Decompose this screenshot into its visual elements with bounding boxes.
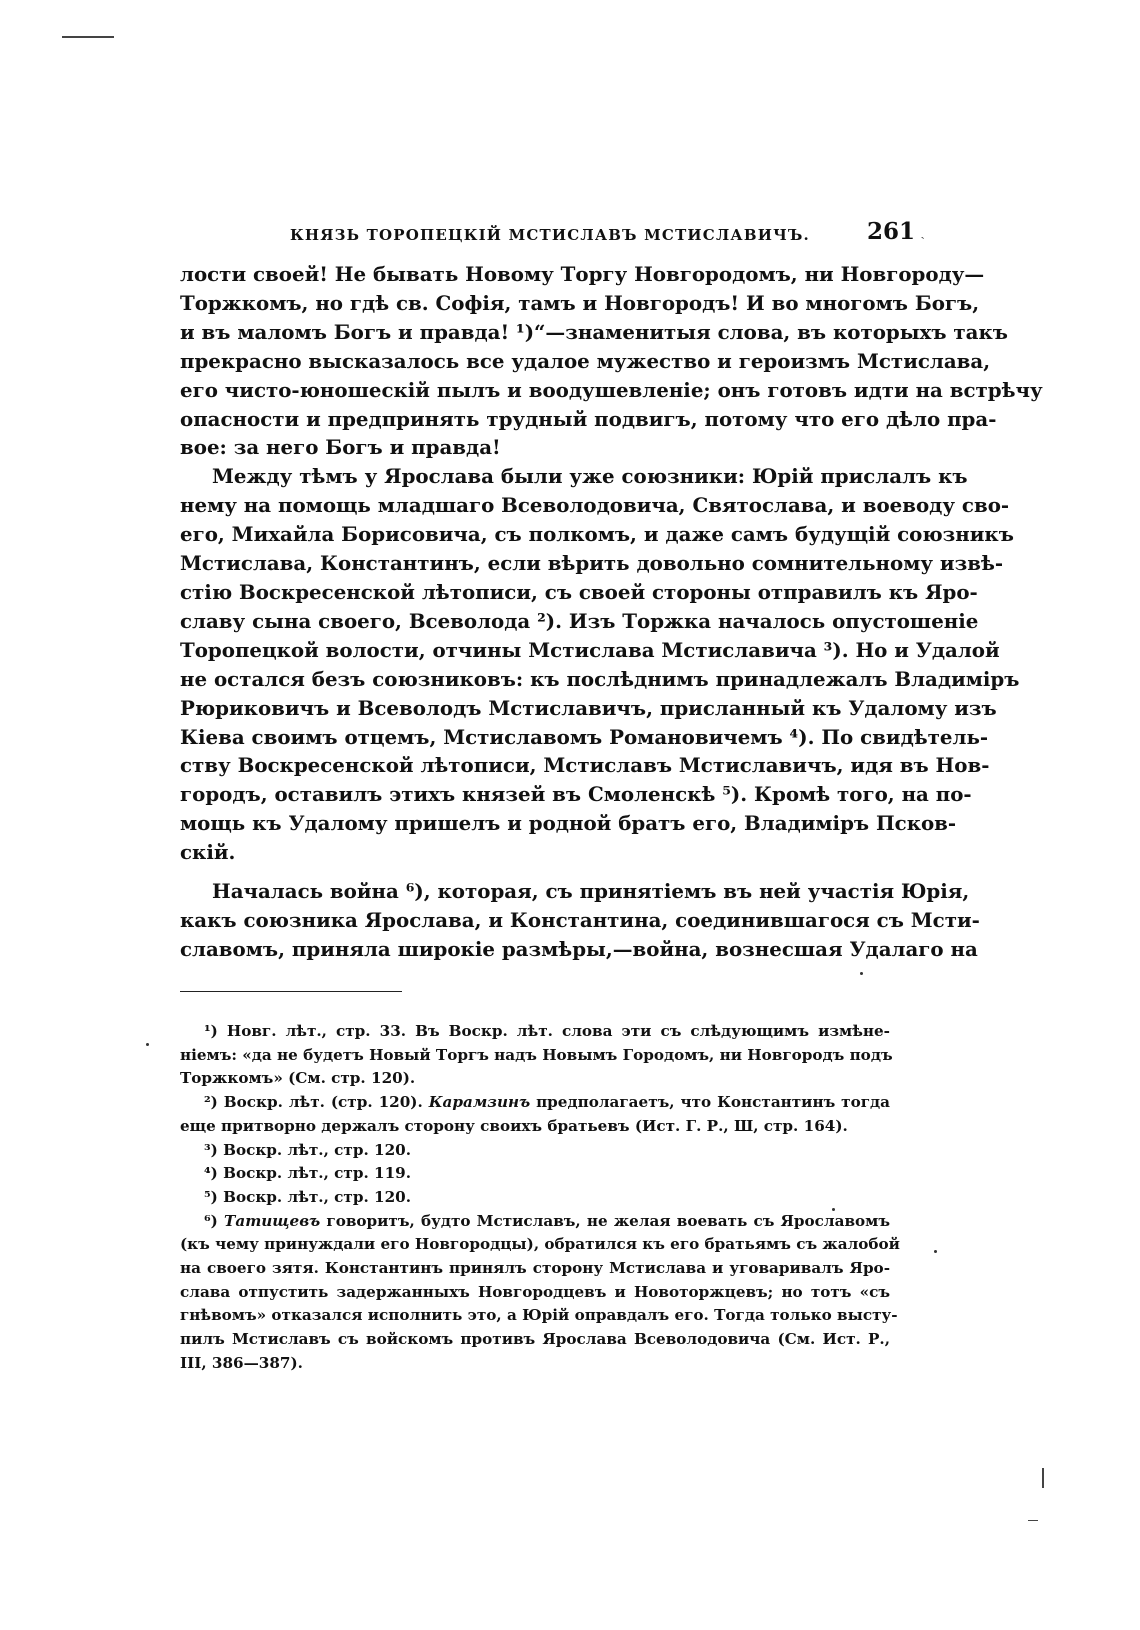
footnote-line: слава отпустить задержанныхъ Новгородцевъ и Новоторжцевъ; но тотъ «съ — [180, 1282, 890, 1301]
text-line: лости своей! Не бывать Новому Торгу Новгородомъ, ни Новгороду— — [180, 262, 985, 286]
footnote-line: (къ чему принуждали его Новгородцы), обратился къ его братьямъ съ жалобой — [180, 1235, 900, 1254]
text-line: вое: за него Богъ и правда! — [180, 435, 501, 460]
footnote-author: Татищевъ — [224, 1211, 321, 1230]
text-line: Торжкомъ, но гдѣ св. Софія, тамъ и Новгородъ! И во многомъ Богъ, — [180, 290, 980, 315]
text-line: ству Воскресенской лѣтописи, Мстиславъ Мстиславичъ, идя въ Нов- — [180, 753, 990, 778]
footnote-ref: ⁶) — [204, 1211, 218, 1230]
text-line: опасности и предпринять трудный подвигъ, потому что его дѣло пра- — [180, 406, 997, 431]
page-number: 261 — [866, 218, 915, 245]
text-line: Мстислава, Константинъ, если вѣрить довольно сомнительному извѣ- — [180, 551, 1004, 576]
scan-speck — [860, 972, 863, 975]
text-line: скій. — [180, 840, 236, 865]
scan-edge-mark-right-dash — [1028, 1520, 1038, 1521]
footnote-line: еще притворно держалъ сторону своихъ братьевъ (Ист. Г. Р., Ш, стр. 164). — [180, 1116, 848, 1135]
running-title: КНЯЗЬ ТОРОПЕЦКІЙ МСТИСЛАВЪ МСТИСЛАВИЧЪ. — [290, 226, 810, 244]
text-line: стію Воскресенской лѣтописи, съ своей стороны отправилъ къ Яро- — [180, 579, 978, 604]
paragraph-2 — [180, 462, 1020, 867]
scan-edge-mark-right — [1042, 1468, 1044, 1488]
text-line: мощь къ Удалому пришелъ и родной братъ его, Владиміръ Псков- — [180, 811, 957, 836]
text-line: какъ союзника Ярослава, и Константина, соединившагося съ Мсти- — [180, 907, 980, 932]
scan-tick: ˏ — [920, 224, 925, 240]
scan-edge-mark — [62, 36, 114, 38]
scan-speck — [934, 1250, 937, 1253]
footnote-author: Карамзинъ — [428, 1093, 531, 1112]
footnote-2 — [180, 1091, 890, 1138]
footnote-line: Торжкомъ» (См. стр. 120). — [180, 1069, 416, 1088]
footnote-text: предполагаетъ, что Константинъ тогда — [536, 1093, 890, 1112]
footnote-line: ¹) Новг. лѣт., стр. 33. Въ Воскр. лѣт. слова эти съ слѣдующимъ измѣне- — [204, 1022, 890, 1040]
footnote-5 — [180, 1186, 890, 1210]
footnote-ref: ²) Воскр. лѣт. (стр. 120). — [204, 1093, 423, 1112]
footnote-line — [180, 1210, 890, 1234]
main-text — [180, 260, 1043, 964]
text-line: его, Михайла Борисовича, съ полкомъ, и даже самъ будущій союзникъ — [180, 522, 1014, 547]
text-line: нему на помощь младшаго Всеволодовича, Святослава, и воеводу сво- — [180, 493, 1010, 518]
footnote-4 — [180, 1162, 890, 1186]
text-line: славу сына своего, Всеволода ²). Изъ Торжка началось опустошеніе — [180, 608, 979, 633]
footnote-line: на своего зятя. Константинъ принялъ сторону Мстислава и уговаривалъ Яро- — [180, 1259, 890, 1278]
text-line: не остался безъ союзниковъ: къ послѣднимъ принадлежалъ Владиміръ — [180, 666, 1020, 691]
running-header — [290, 218, 925, 248]
text-line: Торопецкой волости, отчины Мстислава Мстиславича ³). Но и Удалой — [180, 637, 1000, 662]
text-line: Кіева своимъ отцемъ, Мстиславомъ Романовичемъ ⁴). По свидѣтель- — [180, 724, 989, 749]
footnote-line: гнѣвомъ» отказался исполнить это, а Юрій оправдалъ его. Тогда только высту- — [180, 1306, 898, 1325]
footnote-line: ⁴) Воскр. лѣт., стр. 119. — [204, 1164, 412, 1183]
paragraph-1 — [180, 260, 1043, 462]
text-line: Началась война ⁶), которая, съ принятіемъ въ ней участія Юрія, — [212, 879, 970, 904]
text-line: Рюриковичъ и Всеволодъ Мстиславичъ, присланный къ Удалому изъ — [180, 695, 997, 720]
text-line: городъ, оставилъ этихъ князей въ Смоленскѣ ⁵). Кромѣ того, на по- — [180, 782, 972, 807]
paragraph-gap — [180, 867, 900, 877]
scan-speck — [832, 1208, 835, 1211]
footnote-text: говоритъ, будто Мстиславъ, не желая воевать съ Ярославомъ — [326, 1211, 891, 1230]
footnote-1 — [180, 1020, 893, 1091]
footnote-6 — [180, 1210, 900, 1376]
footnote-line: ³) Воскр. лѣт., стр. 120. — [204, 1140, 412, 1159]
footnote-separator — [180, 991, 402, 992]
paragraph-3 — [180, 877, 980, 964]
text-line: славомъ, приняла широкіе размѣры,—война, вознесшая Удалаго на — [180, 936, 978, 961]
footnote-line: ⁵) Воскр. лѣт., стр. 120. — [204, 1187, 412, 1206]
footnote-line: III, 386—387). — [180, 1353, 303, 1372]
scan-speck — [146, 1043, 149, 1046]
text-line: и въ маломъ Богъ и правда! ¹)“—знаменитыя слова, въ которыхъ такъ — [180, 319, 1008, 344]
text-line: прекрасно высказалось все удалое мужество и героизмъ Мстислава, — [180, 348, 991, 373]
footnotes — [180, 1020, 900, 1376]
footnote-line: ніемъ: «да не будетъ Новый Торгъ надъ Новымъ Городомъ, ни Новгородъ подъ — [180, 1045, 893, 1064]
text-line: его чисто-юношескій пылъ и воодушевленіе; онъ готовъ идти на встрѣчу — [180, 377, 1043, 402]
footnote-3 — [180, 1139, 890, 1163]
text-line: Между тѣмъ у Ярослава были уже союзники: Юрій прислалъ къ — [212, 464, 968, 489]
footnote-line: пилъ Мстиславъ съ войскомъ противъ Ярослава Всеволодовича (См. Ист. Р., — [180, 1330, 890, 1349]
footnote-line — [180, 1091, 890, 1115]
